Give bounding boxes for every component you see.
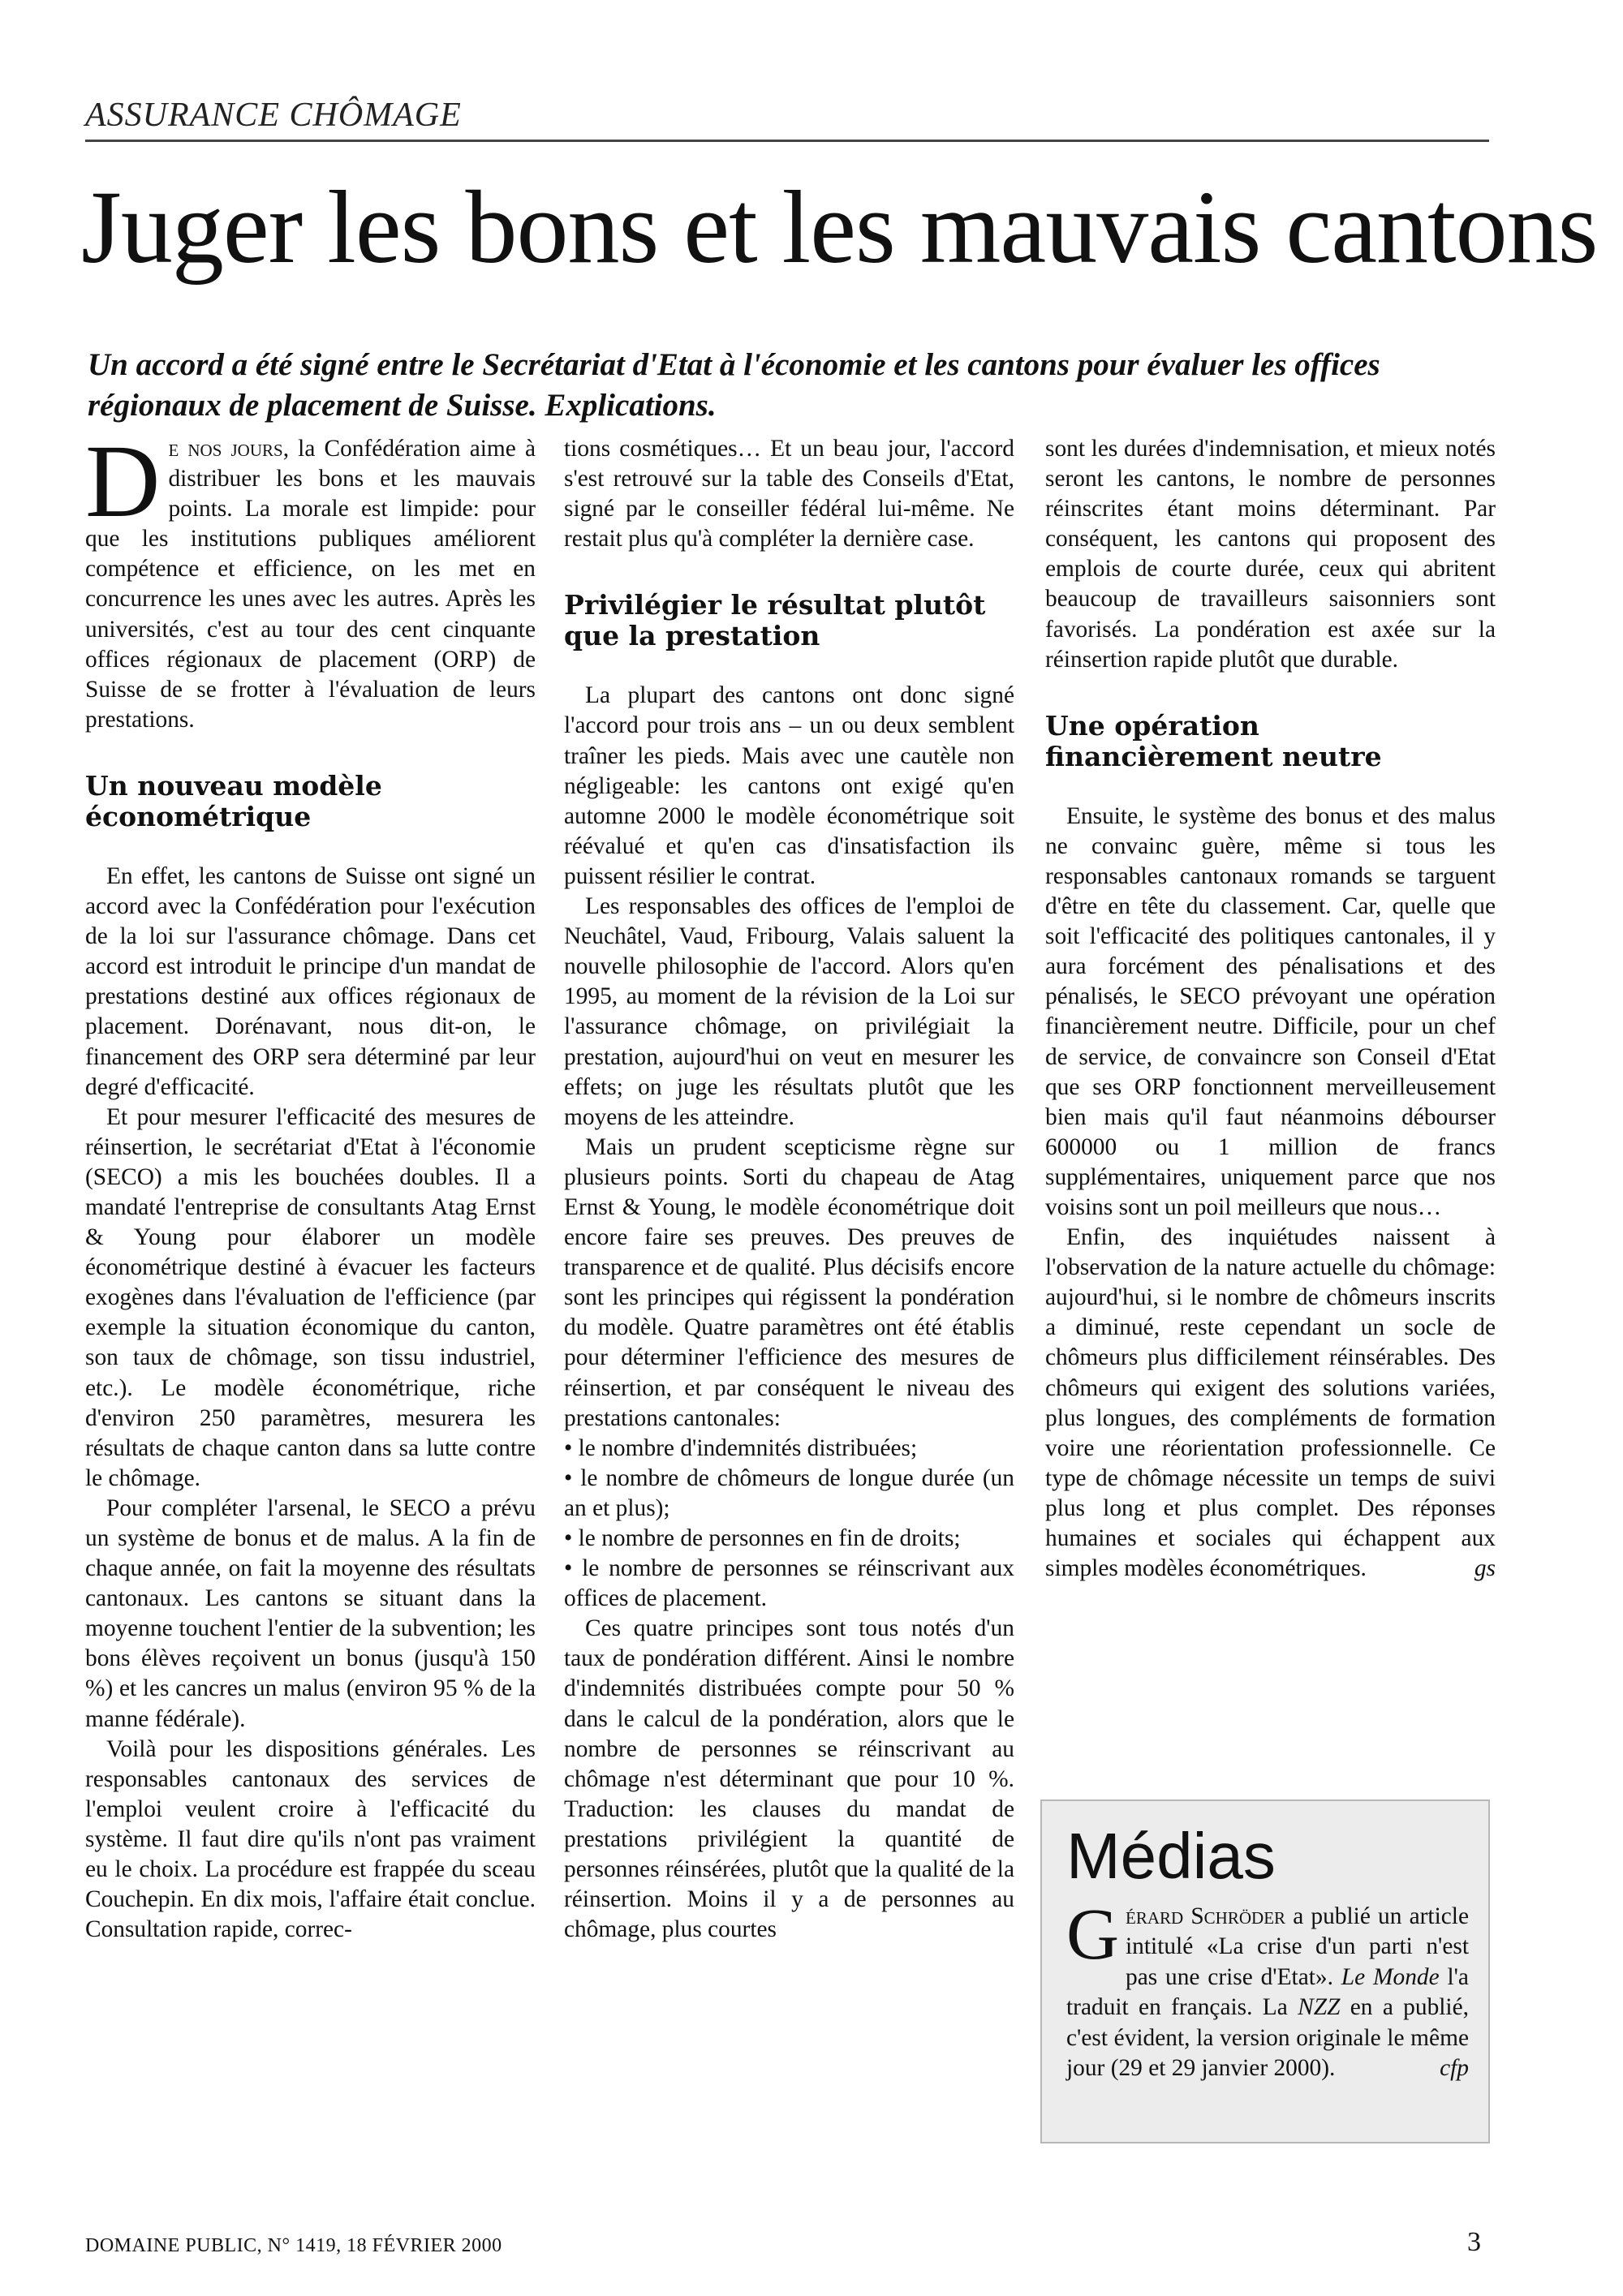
paragraph: Mais un prudent scepticisme règne sur plusieurs points. Sorti du chapeau de Atag Ernst & Young, le modèle économétrique doit encore faire ses preuves. Des preuves de transparence et de qualité. Plus décisifs encore sont les principes qui régissent la pondération du modèle. Quatre paramètres ont été établis pour déterminer l'efficience des mesures de réinsertion, et par conséquent le niveau des prestations cantonales: [564,1133,1014,1431]
bullet-item: • le nombre d'indemnités distribuées; [564,1434,918,1461]
author-signature: gs [1474,1555,1496,1582]
paragraph: Ces quatre principes sont tous notés d'un taux de pondération différent. Ainsi le nombre d'indemnités distribuées compte pour 50 % dans le calcul de la pondération, alors que le nombre de personnes se réinscrivant au chômage n'est déterminant que pour 10 %. Traduction: les clauses du mandat de prestations privilégient la quantité de personnes réinsérées, plutôt que la qualité de la réinsertion. Moins il y a de personnes au chômage, plus courtes [564,1615,1014,1943]
medias-text-part: en a publié, c'est évident, la version originale le même jour (29 et 29 janvier 2000). [1066,1994,1469,2082]
drop-cap: G [1066,1894,1119,1975]
page-number: 3 [1467,2227,1481,2257]
paragraph: En effet, les cantons de Suisse ont signé un accord avec la Confédération pour l'exécution de la loi sur l'assurance chômage. Dans cet accord est introduit le principe d'un mandat de prestations destiné aux offices régionaux de placement. Dorénavant, nous dit-on, le financement des ORP sera déterminé par leur degré d'efficacité. [85,862,536,1100]
paragraph: Voilà pour les dispositions générales. Les responsables cantonaux des services de l'emploi veulent croire à l'efficacité du système. Il faut dire qu'ils n'ont pas vraiment eu le choix. La procédure est frappée du sceau Couchepin. En dix mois, l'affaire était conclue. Consultation rapide, correc- [85,1735,536,1943]
subheading: Privilégier le résultat plutôt que la prestation [564,589,986,652]
paragraph: Et pour mesurer l'efficacité des mesures de réinsertion, le secrétariat d'Etat à l'économie (SECO) a mis les bouchées doubles. Il a mandaté l'entreprise de consultants Atag Ernst & Young pour élaborer un modèle économétrique destiné à évacuer les facteurs exogènes dans l'évaluation de l'efficience (par exemple la situation économique du canton, son taux de chômage, son tissu industriel, etc.). Le modèle économétrique, riche d'environ 250 paramètres, mesurera les résultats de chaque canton dans sa lutte contre le chômage. [85,1103,536,1491]
medias-box [1040,1799,1490,2143]
drop-cap: D [85,424,161,539]
paragraph: Ensuite, le système des bonus et des malus ne convainc guère, même si tous les responsables cantonaux romands se targuent d'être en tête du classement. Car, quelle que soit l'efficacité des politiques cantonales, il y aura forcément des pénalisations et des pénalisés, le SECO prévoyant une opération financièrement neutre. Difficile, pour un chef de service, de convaincre son Conseil d'Etat que ses ORP fonctionnent merveilleusement bien mais qu'il faut néanmoins débourser 600000 ou 1 million de francs supplémentaires, uniquement parce que nos voisins sont un poil meilleurs que nous… [1045,802,1496,1220]
bullet-item: • le nombre de personnes se réinscrivant aux offices de placement. [564,1555,1014,1612]
section-label: ASSURANCE CHÔMAGE [85,96,1489,142]
paragraph: tions cosmétiques… Et un beau jour, l'accord s'est retrouvé sur la table des Conseils d'Etat, signé par le conseiller fédéral lui-même. Ne restait plus qu'à compléter la dernière case. [564,436,1014,553]
medias-title: Médias [1066,1820,1276,1892]
medias-text-part: l'a traduit en français. La [1066,1963,1469,2021]
paragraph [1045,1223,1496,1584]
author-signature: cfp [1440,2055,1469,2082]
subheading: Un nouveau modèle économétrique [85,769,382,832]
paragraph: Pour compléter l'arsenal, le SECO a prévu un système de bonus et de malus. A la fin de chaque année, on fait la moyenne des résultats cantonaux. Les cantons se situant dans la moyenne touchent l'entier de la subvention; les bons élèves reçoivent un bonus (jusqu'à 150 %) et les cancres un malus (environ 95 % de la manne fédérale). [85,1494,536,1732]
paragraph: Les responsables des offices de l'emploi de Neuchâtel, Vaud, Fribourg, Valais saluent la nouvelle philosophie de l'accord. Alors qu'en 1995, au moment de la révision de la Loi sur l'assurance chômage, on privilégiait la prestation, aujourd'hui on veut en mesurer les effets; on juge les résultats plutôt que les moyens de les atteindre. [564,893,1014,1130]
paragraph: sont les durées d'indemnisation, et mieux notés seront les cantons, le nombre de personnes réinscrites étant moins déterminant. Par conséquent, les cantons qui proposent des emplois de courte durée, ceux qui abritent beaucoup de travailleurs saisonniers sont favorisés. La pondération est axée sur la réinsertion rapide plutôt que durable. [1045,436,1496,673]
lead-small-caps: e nos jours [168,436,283,462]
footer-publication: DOMAINE PUBLIC, N° 1419, 18 FÉVRIER 2000 [85,2235,502,2256]
lede: Un accord a été signé entre le Secrétariat d'Etat à l'économie et les cantons pour évaluer les offices régionaux de placement de Suisse. Explications. [88,347,1380,423]
paragraph: La plupart des cantons ont donc signé l'accord pour trois ans – un ou deux semblent traîner les pieds. Mais avec une cautèle non négligeable: les cantons ont exigé qu'en automne 2000 le modèle économétrique soit réévalué et qu'en cas d'insatisfaction ils puissent résilier le contrat. [564,682,1014,889]
medias-text [1066,1894,1469,2083]
publication-name: NZZ [1298,1994,1341,2021]
bullet-item: • le nombre de chômeurs de longue durée (un an et plus); [564,1464,1014,1521]
paragraph-text: Enfin, des inquiétudes naissent à l'observation de la nature actuelle du chômage: aujourd'hui, si le nombre de chômeurs inscrits a diminué, reste cependant un socle de chômeurs plus difficilement réinsérables. Des chômeurs qui exigent des solutions variées, plus longues, des compléments de formation voire une réorientation professionnelle. Ce type de chômage nécessite un temps de suivi plus long et plus complet. Des réponses humaines et sociales qui échappent aux simples modèles économétriques. [1045,1224,1496,1582]
bullet-item: • le nombre de personnes en fin de droits; [564,1525,961,1551]
paragraph-text: , la Confédération aime à distribuer les bons et les mauvais points. La morale est limpide: pour que les institutions publiques améliorent compétence et efficience, on les met en concurrence les unes avec les autres. Après les universités, c'est au tour des cent cinquante offices régionaux de placement (ORP) de Suisse de se frotter à l'évaluation de leurs prestations. [85,436,536,733]
lead-small-caps: érard Schröder [1126,1903,1286,1929]
opening-paragraph [85,424,536,735]
column-1 [85,424,536,1945]
headline: Juger les bons et les mauvais cantons [81,170,1598,285]
subheading: Une opération financièrement neutre [1045,709,1382,772]
column-2 [564,434,1014,1945]
column-3 [1045,434,1496,1584]
medias-text-part: a publié un article intitulé «La crise d'un parti n'est pas une crise d'Etat». [1126,1903,1469,1990]
publication-name: Le Monde [1341,1963,1440,1990]
